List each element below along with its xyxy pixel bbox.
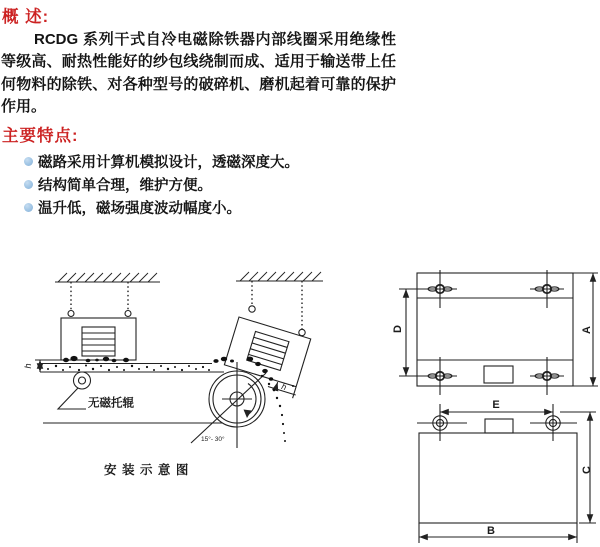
angle-line <box>191 373 266 443</box>
dimension-B <box>419 523 577 543</box>
mounting-hole <box>530 270 564 308</box>
installation-diagram <box>0 252 345 500</box>
magnet-box-tilted <box>221 317 313 399</box>
overview-body-paragraph: RCDG 系列干式自冷电磁除铁器内部线圈采用绝缘性等级高、耐热性能好的纱包线绕制而成、适用于输送带上任何物料的除铁、对各种型号的破碎机、磨机起着可靠的保护作用。 <box>1 31 396 115</box>
idler-roller <box>58 372 91 409</box>
dimension-label-D: D <box>392 325 404 333</box>
feature-text: 磁路采用计算机模拟设计，透磁深度大。 <box>38 155 299 172</box>
conveyor-belt <box>40 364 224 424</box>
top-view <box>399 270 598 395</box>
diagram-caption: 安 装 示 意 图 <box>104 463 190 477</box>
dimension-label-C: C <box>581 466 593 474</box>
ceiling-left <box>55 273 160 282</box>
bullet-icon <box>24 203 33 212</box>
gap-label: h <box>23 363 33 369</box>
terminal-box <box>485 419 513 433</box>
terminal-box <box>484 366 513 383</box>
feature-item <box>24 173 299 196</box>
ceiling-hatch <box>58 273 157 282</box>
ceiling-hatch <box>240 272 321 281</box>
dimension-drawings <box>390 252 600 547</box>
mounting-hole <box>423 357 457 395</box>
feature-text: 温升低，磁场强度波动幅度小。 <box>38 201 241 218</box>
dimension-label-E: E <box>492 399 500 411</box>
gap-label: h <box>280 381 288 393</box>
features-heading: 主要特点: <box>2 127 79 145</box>
coil-icon <box>247 331 289 370</box>
chain-hooks <box>68 306 305 336</box>
feature-item <box>24 150 299 173</box>
lifting-lug <box>530 404 577 441</box>
coil-icon <box>82 327 115 356</box>
magnet-box-horizontal <box>61 318 136 360</box>
lifting-lug <box>417 404 467 441</box>
mounting-hole <box>530 357 564 395</box>
features-list <box>24 150 299 220</box>
ceiling-right <box>236 272 323 281</box>
overview-heading: 概 述: <box>2 8 50 26</box>
roller-leader-line <box>58 388 86 409</box>
mounting-hole <box>423 270 457 308</box>
dimension-label-B: B <box>487 525 495 537</box>
front-view <box>417 404 596 543</box>
dimension-label-A: A <box>581 326 593 334</box>
bullet-icon <box>24 157 33 166</box>
bullet-icon <box>24 180 33 189</box>
material-particles <box>47 356 294 442</box>
suspension-chains <box>71 281 302 329</box>
rotation-arrowhead <box>244 410 252 419</box>
angle-label: 15°- 30° <box>201 436 225 443</box>
roller-label: 无磁托辊 <box>88 397 134 410</box>
feature-item <box>24 196 299 219</box>
feature-text: 结构简单合理，维护方便。 <box>38 178 212 195</box>
